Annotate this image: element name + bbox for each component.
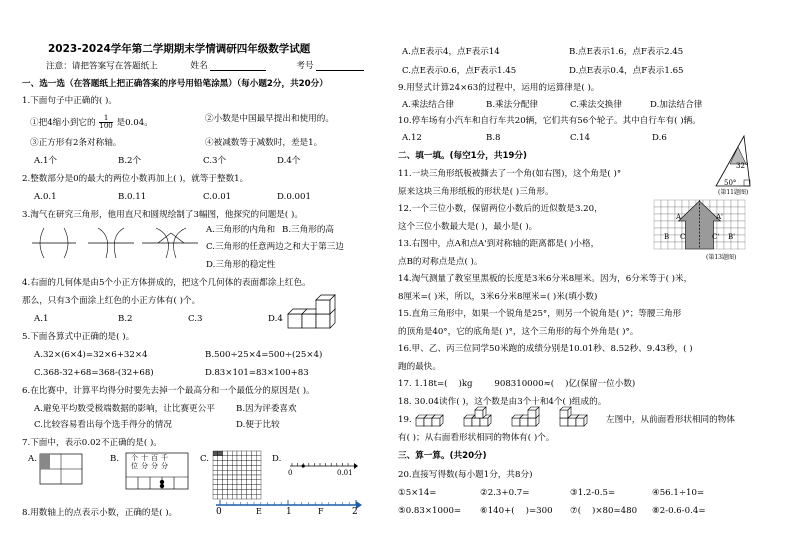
q7-c-grid-cell	[242, 456, 247, 461]
q7-c-grid-cell	[256, 451, 261, 456]
q13-grid-cell	[654, 214, 661, 221]
q3-choice-b[interactable]: B.三角形的高	[282, 225, 335, 235]
q7-c-grid-cell	[227, 456, 232, 461]
q13-symmetry-grid	[654, 200, 754, 252]
q19-cube-front-12	[568, 418, 576, 426]
q7-c-grid-cell	[242, 475, 247, 480]
notice-label: 注意：请把答案写在答题纸上	[46, 61, 158, 72]
notice-line	[46, 62, 364, 71]
q7-c-grid-cell	[256, 485, 261, 490]
q20-item-8: ⑧2-0.6-0.4=	[652, 506, 706, 516]
q7-b-label-qian: 千	[161, 454, 171, 462]
q7-c-grid-cell	[237, 475, 242, 480]
q7-c-grid-cell	[227, 451, 232, 456]
q7-c-grid-cell	[247, 465, 252, 470]
q13-grid-cell	[654, 228, 661, 235]
q7-d-point	[302, 464, 305, 467]
q7-b-label-ge: 个	[131, 454, 141, 462]
q1-option-3: ③正方形有2条对称轴。	[30, 138, 122, 148]
q4-choice-a[interactable]: A.1	[34, 314, 49, 324]
q13-grid-cell	[717, 200, 724, 207]
q7-c-grid-cell	[247, 470, 252, 475]
q13-grid-cell	[668, 242, 675, 249]
q9-choice-b[interactable]: B.乘法分配律	[486, 100, 539, 110]
q8-choice-d[interactable]: D.点E表示0.4，点F表示1.65	[569, 66, 684, 76]
q5-choice-c[interactable]: C.368-32+68=368-(32+68)	[34, 368, 154, 378]
q17-text: 17. 1.18t=( )kg 908310000≈( )亿(保留一位小数)	[398, 379, 636, 389]
q7-c-grid-cell	[223, 489, 228, 494]
q7-c-grid-cell	[227, 480, 232, 485]
q7-c-grid-cell	[213, 480, 218, 485]
q7-c-grid-cell	[218, 461, 223, 466]
q13-caption: (第13题图)	[706, 254, 737, 261]
q7-c-grid-cell	[247, 451, 252, 456]
q7-c-grid-cell	[247, 480, 252, 485]
q19-text-2: 有( )；从右面看形状相同的物体有( )个。	[398, 433, 555, 443]
q15-line-1: 15.直角三角形中，如果一个锐角是25°，则另一个锐角是( )°；等腰三角形	[398, 309, 682, 319]
q7-c-grid-cell	[251, 456, 256, 461]
q7-b-label-shi: 十	[141, 454, 151, 462]
q7-c-grid-cell	[237, 489, 242, 494]
q11-caption: (第11题图)	[718, 189, 749, 196]
q7-c-grid-cell	[251, 470, 256, 475]
id-label: 考号	[296, 61, 314, 72]
q7-c-grid-cell	[237, 485, 242, 490]
q10-choice-b[interactable]: B.8	[486, 133, 501, 143]
q3-figures	[30, 224, 200, 262]
q7-c-grid-cell	[251, 461, 256, 466]
q7-b-labels-2	[131, 463, 171, 470]
q1-choice-b[interactable]: B.2个	[118, 156, 142, 166]
q7-choice-a[interactable]: A.	[28, 454, 37, 464]
q8-axis-label-f: F	[318, 507, 324, 516]
q7-c-grid-cell	[256, 475, 261, 480]
q13-grid-cell	[675, 221, 682, 228]
q7-d-tick-0: 0	[288, 469, 293, 477]
q13-grid-cell	[738, 221, 745, 228]
q7-c-grid-cell	[232, 451, 237, 456]
q1-option-4: ④被减数等于减数时，差是1。	[205, 138, 323, 148]
q7-c-grid-cell	[213, 489, 218, 494]
q1-fraction	[99, 115, 112, 130]
q13-grid-cell	[717, 221, 724, 228]
q10-choice-a[interactable]: A.12	[402, 133, 422, 143]
q13-grid-cell	[682, 200, 689, 207]
q7-c-grid-cell	[256, 480, 261, 485]
q5-choice-a[interactable]: A.32×(6×4)=32×6+32×4	[34, 350, 148, 360]
q7-c-grid-cell	[218, 451, 223, 456]
q7-choice-b[interactable]: B.	[110, 454, 120, 464]
q16-line-1: 16.甲、乙、丙三位同学50米跑的成绩分别是10.01秒、8.52秒、9.43秒，( )	[398, 344, 693, 354]
q1-fraction-den: 100	[99, 122, 113, 130]
q7-stem: 7.下面中，表示0.02不正确的是( )。	[22, 438, 162, 448]
q7-c-grid-cell	[247, 456, 252, 461]
q11-angle-50: 50°	[724, 179, 737, 187]
q19-cube-front-13	[576, 418, 584, 426]
q7-c-grid-cell	[218, 456, 223, 461]
q7-c-grid-cell	[242, 461, 247, 466]
q1-stem: 1.下面句子中正确的( )。	[22, 96, 117, 106]
q7-c-grid-cell	[223, 475, 228, 480]
q7-b-label2-1: 分	[141, 462, 151, 470]
q1-fraction-num: 1	[99, 115, 112, 123]
q10-choice-d[interactable]: D.6	[652, 133, 667, 143]
q13-grid-cell	[724, 242, 731, 249]
q7-c-grid-cell	[242, 451, 247, 456]
q7-c-grid-cell	[232, 470, 237, 475]
q19-cube-front-2	[432, 418, 440, 426]
q1-choice-a[interactable]: A.1个	[34, 156, 57, 166]
q7-c-grid-cell	[218, 489, 223, 494]
q13-grid-cell	[738, 228, 745, 235]
q13-grid-cell	[738, 207, 745, 214]
q11-line-2: 原来这块三角形纸板的形状是( )三角形。	[398, 187, 554, 197]
q13-point-a-prime: A'	[716, 213, 723, 221]
q13-grid-cell	[717, 242, 724, 249]
q7-c-grid-cell	[256, 461, 261, 466]
q7-c-grid-cell	[213, 485, 218, 490]
q7-c-grid-cell	[251, 489, 256, 494]
q7-c-grid-cell	[227, 475, 232, 480]
q19-cube-front-1	[424, 418, 432, 426]
q13-grid-cell	[738, 214, 745, 221]
q3-stem: 3.淘气在研究三角形，他用直尺和圆规绘制了3幅图，他探究的问题是( )。	[22, 210, 303, 220]
q19-cube-front-4	[472, 418, 480, 426]
q13-grid-cell	[675, 242, 682, 249]
q7-c-grid-cell	[237, 451, 242, 456]
q7-c-grid-cell	[242, 480, 247, 485]
q13-point-c-prime: C'	[712, 233, 720, 241]
q11-angle-32: 32°	[736, 162, 749, 170]
q13-grid-cell	[661, 221, 668, 228]
q7-choice-d[interactable]: D.	[272, 454, 282, 464]
q19-cube-front-8	[520, 418, 528, 426]
q1-option-2: ②小数是中国最早提出和使用的。	[205, 114, 334, 124]
q7-c-grid-cell	[227, 470, 232, 475]
q13-grid-cell	[738, 200, 745, 207]
q19-cube-front-6	[475, 410, 483, 418]
section3-heading: 三、算一算。(共20分)	[398, 451, 487, 461]
q7-c-grid-cell	[213, 456, 218, 461]
name-label: 姓名	[190, 61, 208, 72]
q13-point-c: C	[680, 233, 686, 241]
q9-choice-a[interactable]: A.乘法结合律	[402, 100, 454, 110]
q7-c-grid-cell	[237, 470, 242, 475]
q7-c-grid-cell	[232, 465, 237, 470]
q13-grid-cell	[724, 221, 731, 228]
q20-item-7: ⑦( )×80=480	[570, 506, 638, 516]
q7-c-grid-cell	[218, 480, 223, 485]
q13-grid-cell	[724, 200, 731, 207]
q7-c-grid-cell	[237, 480, 242, 485]
q7-c-grid-cell	[223, 465, 228, 470]
q13-grid-cell	[724, 207, 731, 214]
q13-grid-cell	[661, 207, 668, 214]
q20-stem: 20.直接写得数(每小题1分，共8分)	[398, 470, 533, 480]
q13-grid-cell	[710, 200, 717, 207]
q19-number: 19.	[398, 415, 412, 425]
q4-stem: 4.右面的几何体是由5个小正方体拼成的，把这个几何体的表面都涂上红色。	[22, 278, 311, 288]
q7-c-grid-cell	[256, 470, 261, 475]
q13-grid-cell	[661, 214, 668, 221]
q7-c-grid-cell	[213, 461, 218, 466]
q8-choice-a[interactable]: A.点E表示4，点F表示14	[402, 47, 500, 57]
q7-c-grid-cell	[218, 465, 223, 470]
q2-choice-b[interactable]: B.0.11	[118, 192, 147, 202]
q1-option-1-tail: 是0.04。	[116, 118, 153, 128]
q2-choice-c[interactable]: C.0.01	[203, 192, 232, 202]
q19-cube-front-11	[560, 418, 568, 426]
q5-choice-d[interactable]: D.83×101=83×100+83	[205, 368, 309, 378]
q5-stem: 5.下面各算式中正确的是( )。	[22, 332, 135, 342]
q11-line-1: 11.一块三角形纸板被撕去了一个角(如右图)，这个角是( )°	[398, 169, 622, 179]
q4-choice-c[interactable]: C.3	[188, 314, 203, 324]
q1-choice-d[interactable]: D.4个	[277, 156, 301, 166]
q7-c-grid-cell	[227, 489, 232, 494]
q16-line-2: 跑的最快。	[398, 362, 441, 372]
q10-stem: 10.停车场有小汽车和自行车共20辆，它们共有56个轮子。其中自行车有( )辆。	[398, 116, 701, 126]
q7-c-grid-cell	[223, 461, 228, 466]
q7-c-grid	[212, 450, 264, 502]
q19-cube-front-7	[512, 418, 520, 426]
q8-choice-c[interactable]: C.点E表示0.6，点F表示1.45	[402, 66, 517, 76]
q13-grid-cell	[654, 235, 661, 242]
q7-choice-c[interactable]: C.	[200, 454, 210, 464]
q7-c-grid-cell	[256, 489, 261, 494]
q19-cube-front-0	[416, 418, 424, 426]
q7-c-grid-cell	[237, 456, 242, 461]
q13-grid-cell	[668, 207, 675, 214]
q2-choice-a[interactable]: A.0.1	[34, 192, 57, 202]
q19-cube-front-9	[528, 418, 536, 426]
q20-item-2: ②2.3+0.7=	[480, 488, 530, 498]
q13-grid-cell	[731, 214, 738, 221]
q8-axis-label-0: 0	[216, 507, 222, 517]
q13-point-b: B	[664, 233, 670, 241]
q7-c-grid-cell	[247, 485, 252, 490]
q13-grid-cell	[661, 200, 668, 207]
q19-text: 左图中，从前面看形状相同的物体	[606, 415, 735, 425]
q2-choice-d[interactable]: D.0.001	[277, 192, 311, 202]
q14-line-1: 14.淘气测量了教室里黑板的长度是3米6分米8厘米。因为，6分米等于( )米，	[398, 274, 693, 284]
q7-c-grid-cell	[227, 461, 232, 466]
q7-c-grid-cell	[251, 465, 256, 470]
q7-c-grid-cell	[227, 485, 232, 490]
q6-stem: 6.在比赛中，计算平均得分时要先去掉一个最高分和一个最低分的原因是( )。	[22, 386, 315, 396]
q13-grid-cell	[668, 221, 675, 228]
q13-grid-cell	[668, 200, 675, 207]
q15-line-2: 的顶角是40°，它的底角是( )°，这个三角形的每个外角是( )°。	[398, 327, 639, 337]
q6-choice-b[interactable]: B.因为评委喜欢	[236, 404, 297, 414]
q13-grid-cell	[654, 242, 661, 249]
q19-cube-front-10	[528, 410, 536, 418]
q6-choice-d[interactable]: D.便于比较	[236, 420, 280, 430]
section1-heading: 一、选一选（在答题纸上把正确答案的序号用铅笔涂黑）（每小题2分，共20分）	[22, 79, 328, 89]
q7-c-grid-cell	[251, 475, 256, 480]
q5-choice-b[interactable]: B.500÷25×4=500÷(25×4)	[205, 350, 323, 360]
q10-choice-c[interactable]: C.14	[570, 133, 590, 143]
q20-item-1: ①5×14=	[398, 488, 437, 498]
q4-choice-b[interactable]: B.2	[118, 314, 133, 324]
q7-c-grid-cell	[223, 456, 228, 461]
q7-c-grid-cell	[237, 465, 242, 470]
q13-grid-cell	[654, 200, 661, 207]
q13-point-b-prime: B'	[728, 233, 736, 241]
q7-c-grid-cell	[213, 451, 218, 456]
q19-cube-front-3	[464, 418, 472, 426]
q18-text: 18. 30.04读作( )，这个数是由3个十和4个( )组成的。	[398, 397, 607, 407]
q8-axis-label-1: 1	[286, 507, 292, 517]
id-field[interactable]	[316, 62, 364, 71]
q13-grid-cell	[654, 221, 661, 228]
q7-c-grid-cell	[232, 461, 237, 466]
q8-choice-b[interactable]: B.点E表示1.6，点F表示2.45	[569, 47, 684, 57]
q6-choice-a[interactable]: A.避免平均数受极端数据的影响，让比赛更公平	[34, 404, 215, 414]
q7-b-label2-3: 分	[161, 462, 171, 470]
q7-c-grid-cell	[213, 470, 218, 475]
q13-grid-cell	[738, 235, 745, 242]
q3-choice-d[interactable]: D.三角形的稳定性	[206, 260, 276, 270]
q7-c-grid-cell	[256, 456, 261, 461]
q13-line-1: 13.右图中，点A和点A'到对称轴的距离都是( )小格，	[398, 239, 600, 249]
q7-c-grid-cell	[223, 480, 228, 485]
q13-line-2: 点B的对称点是点( )。	[398, 257, 483, 267]
q13-grid-cell	[661, 242, 668, 249]
q13-grid-cell	[668, 214, 675, 221]
q7-b-labels-1	[131, 455, 171, 462]
q9-stem: 9.用竖式计算24×63的过程中，运用的运算律是( )。	[398, 83, 600, 93]
q7-b-label-bai: 百	[151, 454, 161, 462]
name-field[interactable]	[210, 62, 266, 71]
q3-choice-a[interactable]: A.三角形的内角和	[206, 225, 276, 235]
q7-b-label2-2: 分	[151, 462, 161, 470]
q7-c-grid-cell	[242, 470, 247, 475]
section2-heading: 二、填一填。(每空1分，共19分)	[398, 151, 527, 161]
q7-c-grid-cell	[232, 489, 237, 494]
q7-c-grid-cell	[218, 485, 223, 490]
page-title: 2023-2024学年第二学期期末学情调研四年级数学试题	[48, 43, 311, 55]
q13-grid-cell	[724, 214, 731, 221]
q7-c-grid-cell	[223, 451, 228, 456]
q7-c-grid-cell	[232, 475, 237, 480]
q4-choice-d[interactable]: D.4	[268, 314, 283, 324]
q7-c-grid-cell	[247, 461, 252, 466]
q7-c-grid-cell	[237, 461, 242, 466]
q1-option-1	[30, 115, 153, 130]
q7-a-figure	[40, 454, 86, 488]
q13-grid-cell	[675, 200, 682, 207]
q12-line-2: 这个三位小数最大是( )，最小是( )。	[398, 222, 538, 232]
q14-line-2: 8厘米=( )米，所以，3米6分米8厘米=( )米(填小数)	[398, 292, 598, 302]
q7-c-grid-cell	[256, 465, 261, 470]
q20-item-6: ⑥140+( )=300	[480, 506, 553, 516]
q20-item-4: ④56.1÷10=	[652, 488, 705, 498]
q19-cube-front-14	[560, 410, 568, 418]
q7-c-grid-cell	[251, 480, 256, 485]
q13-grid-cell	[738, 242, 745, 249]
q6-choice-c[interactable]: C.比较容易看出每个选手得分的情况	[34, 420, 172, 430]
q7-c-grid-cell	[232, 456, 237, 461]
q12-line-1: 12.一个三位小数，保留两位小数后的近似数是3.20，	[398, 204, 603, 214]
q20-item-5: ⑤0.83×1000=	[398, 506, 462, 516]
q4-cube-figure	[286, 292, 346, 332]
q13-grid-cell	[731, 200, 738, 207]
q7-c-grid-cell	[232, 480, 237, 485]
q1-option-1-text: ①把4缩小到它的	[30, 118, 96, 128]
q7-c-grid-cell	[213, 475, 218, 480]
q8-stem: 8.用数轴上的点表示小数，正确的是( )。	[22, 508, 178, 518]
q7-c-grid-cell	[223, 485, 228, 490]
q7-b-label2-0: 位	[131, 462, 141, 470]
q19-cube-front-5	[480, 418, 488, 426]
q13-grid-cell	[731, 221, 738, 228]
q3-choice-c[interactable]: C.三角形的任意两边之和大于第三边	[206, 242, 344, 252]
q7-c-grid-cell	[218, 470, 223, 475]
q7-c-grid-cell	[251, 485, 256, 490]
q2-stem: 2.整数部分是0的最大的两位小数再加上( )，就等于整数1。	[22, 174, 249, 184]
q13-grid-cell	[731, 242, 738, 249]
q13-grid-cell	[731, 207, 738, 214]
q7-c-grid-cell	[232, 485, 237, 490]
q7-c-grid-cell	[213, 465, 218, 470]
q7-c-grid-cell	[247, 475, 252, 480]
q13-point-a: A	[676, 213, 682, 221]
q8-axis-label-e: E	[256, 507, 262, 516]
q13-grid-cell	[654, 207, 661, 214]
q7-c-grid-cell	[242, 485, 247, 490]
q7-c-grid-cell	[242, 489, 247, 494]
q4-stem-2: 那么，只有3个面涂上红色的小正方体有( )个。	[22, 296, 201, 306]
q1-choice-c[interactable]: C.3个	[203, 156, 227, 166]
q7-c-grid-cell	[242, 465, 247, 470]
q20-item-3: ③1.2-0.5=	[570, 488, 616, 498]
q7-c-grid-cell	[227, 465, 232, 470]
q9-choice-d[interactable]: D.加法结合律	[650, 100, 703, 110]
q7-d-tick-001: 0.01	[337, 469, 353, 477]
q7-c-grid-cell	[251, 451, 256, 456]
q8-axis-label-2: 2	[352, 507, 358, 517]
q7-c-grid-cell	[218, 475, 223, 480]
q7-c-grid-cell	[223, 470, 228, 475]
q9-choice-c[interactable]: C.乘法交换律	[570, 100, 622, 110]
q19-solid-figures	[414, 406, 604, 430]
q7-c-grid-cell	[247, 489, 252, 494]
